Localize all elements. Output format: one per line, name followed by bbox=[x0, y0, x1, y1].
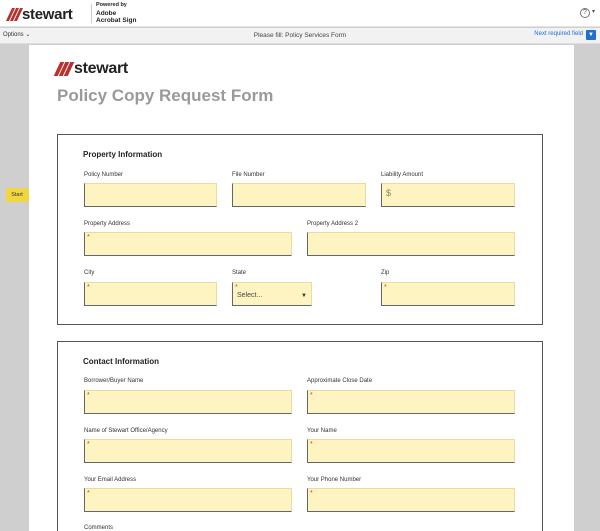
close-date-field[interactable] bbox=[307, 390, 515, 414]
document-logo-mark bbox=[57, 62, 71, 76]
stewart-logo bbox=[9, 6, 72, 22]
office-agency-label: Name of Stewart Office/Agency bbox=[84, 428, 168, 434]
dropdown-arrow-icon: ▼ bbox=[301, 293, 307, 299]
your-name-field[interactable] bbox=[307, 439, 515, 463]
email-label: Your Email Address bbox=[84, 477, 137, 483]
zip-label: Zip bbox=[381, 270, 390, 276]
currency-prefix: $ bbox=[386, 188, 392, 198]
powered-by-adobe bbox=[96, 2, 136, 25]
borrower-name-field[interactable] bbox=[84, 390, 292, 414]
next-required-field-link[interactable]: Next required field bbox=[534, 31, 583, 37]
help-circle-icon[interactable]: ? bbox=[580, 8, 590, 18]
powered-by-label: Powered by bbox=[96, 2, 127, 8]
close-date-label: Approximate Close Date bbox=[307, 378, 373, 384]
file-number-field[interactable] bbox=[232, 183, 366, 207]
start-button[interactable]: Start bbox=[6, 188, 28, 202]
form-title: Policy Copy Request Form bbox=[57, 86, 274, 105]
stewart-logo-mark bbox=[9, 8, 20, 21]
state-select[interactable] bbox=[232, 282, 312, 306]
borrower-name-label: Borrower/Buyer Name bbox=[84, 378, 144, 384]
property-address-2-field[interactable] bbox=[307, 232, 515, 256]
phone-label: Your Phone Number bbox=[307, 477, 362, 483]
options-menu-button[interactable]: Options ⌄ bbox=[3, 32, 31, 38]
office-agency-field[interactable] bbox=[84, 439, 292, 463]
liability-amount-field[interactable] bbox=[381, 183, 515, 207]
policy-number-field[interactable] bbox=[84, 183, 217, 207]
document-logo-text: stewart bbox=[74, 60, 128, 77]
city-field[interactable] bbox=[84, 282, 217, 306]
file-number-label: File Number bbox=[232, 172, 265, 178]
header-divider bbox=[91, 4, 92, 23]
required-marker: * bbox=[87, 441, 90, 448]
city-label: City bbox=[84, 270, 95, 276]
next-field-arrow-icon[interactable]: ▼ bbox=[586, 30, 596, 40]
policy-number-label: Policy Number bbox=[84, 172, 124, 178]
your-name-label: Your Name bbox=[307, 428, 337, 434]
zip-field[interactable] bbox=[381, 282, 515, 306]
required-marker: * bbox=[235, 284, 238, 291]
powered-by-product-label: Acrobat Sign bbox=[96, 17, 137, 24]
required-marker: * bbox=[384, 284, 387, 291]
state-selected-value: Select... bbox=[237, 292, 263, 299]
required-marker: * bbox=[87, 284, 90, 291]
required-marker: * bbox=[310, 392, 313, 399]
required-marker: * bbox=[310, 490, 313, 497]
phone-field[interactable] bbox=[307, 488, 515, 512]
top-bar bbox=[0, 0, 600, 27]
property-section-title: Property Information bbox=[83, 150, 163, 159]
property-address-2-label: Property Address 2 bbox=[307, 221, 359, 227]
property-address-label: Property Address bbox=[84, 221, 131, 227]
comments-label: Comments bbox=[84, 525, 114, 531]
required-marker: * bbox=[310, 441, 313, 448]
property-address-field[interactable] bbox=[84, 232, 292, 256]
please-fill-title: Please fill: Policy Services Form bbox=[253, 32, 347, 39]
required-marker: * bbox=[87, 234, 90, 241]
contact-section-title: Contact Information bbox=[83, 357, 159, 366]
powered-by-adobe-label: Adobe bbox=[96, 9, 117, 17]
document-stewart-logo bbox=[57, 60, 128, 78]
required-marker: * bbox=[87, 490, 90, 497]
options-bar bbox=[0, 28, 600, 44]
required-marker: * bbox=[87, 392, 90, 399]
help-chevron-down-icon[interactable]: ▾ bbox=[592, 9, 596, 15]
logo-text: stewart bbox=[22, 5, 73, 23]
state-label: State bbox=[232, 270, 247, 276]
liability-amount-label: Liability Amount bbox=[381, 172, 424, 178]
email-field[interactable] bbox=[84, 488, 292, 512]
